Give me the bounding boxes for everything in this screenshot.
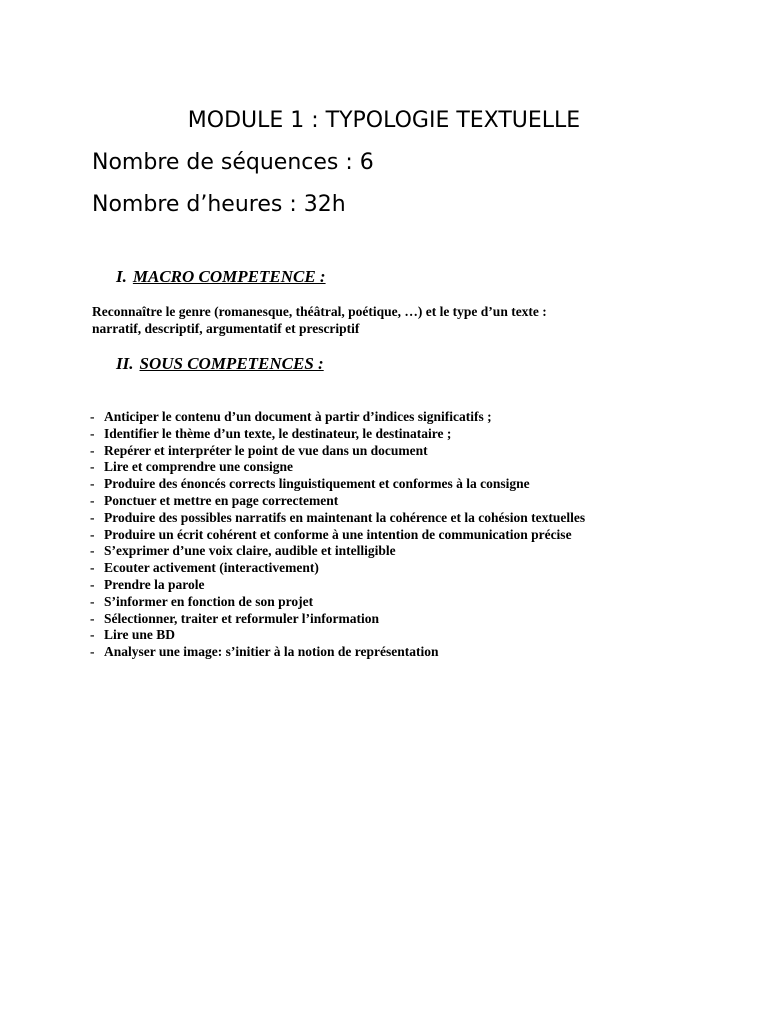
macro-competence-heading [116,266,326,288]
list-item [90,560,585,577]
bullet-dash: - [90,409,95,424]
list-item [90,510,585,527]
bullet-dash: - [90,459,95,475]
list-item [90,543,585,560]
list-item [90,459,585,476]
bullet-dash: - [90,610,95,626]
sequence-count: Nombre de séquences : 6 [92,150,374,175]
list-item-text: S’exprimer d’une voix claire, audible et intelligible [104,543,396,559]
bullet-dash: - [90,442,95,458]
bullet-dash: - [90,476,95,492]
paragraph-line: narratif, descriptif, argumentatif et prescriptif [92,321,360,336]
list-item [90,577,585,594]
bullet-dash: - [90,492,95,508]
list-item [90,627,585,644]
list-item-text: Prendre la parole [104,576,205,592]
list-item-text: Repérer et interpréter le point de vue dans un document [104,442,428,458]
macro-competence-text [92,303,692,337]
section-number: II. [116,354,134,373]
list-item [90,527,585,544]
list-item [90,611,585,628]
list-item [90,443,585,460]
list-item-text: Analyser une image: s’initier à la notion de représentation [104,644,439,660]
list-item-text: Lire et comprendre une consigne [104,459,293,475]
bullet-dash: - [90,576,95,592]
bullet-dash: - [90,593,95,609]
list-item-text: Identifier le thème d’un texte, le destinateur, le destinataire ; [104,425,452,441]
paragraph-line: Reconnaître le genre (romanesque, théâtral, poétique, …) et le type d’un texte : [92,304,547,319]
list-item [90,426,585,443]
section-number: I. [116,267,127,286]
list-item [90,594,585,611]
bullet-dash: - [90,526,95,542]
list-item [90,476,585,493]
list-item-text: Produire des énoncés corrects linguistiquement et conformes à la consigne [104,476,530,492]
module-title: MODULE 1 : TYPOLOGIE TEXTUELLE [187,108,581,133]
bullet-dash: - [90,627,95,643]
list-item [90,493,585,510]
list-item-text: Sélectionner, traiter et reformuler l’information [104,610,380,626]
list-item [90,409,585,426]
list-item-text: Ponctuer et mettre en page correctement [104,492,339,508]
bullet-dash: - [90,543,95,559]
bullet-dash: - [90,560,95,576]
list-item [90,644,585,661]
list-item-text: Produire des possibles narratifs en maintenant la cohérence et la cohésion textuelles [104,509,586,525]
bullet-dash: - [90,425,95,441]
bullet-dash: - [90,509,95,525]
bullet-dash: - [90,644,95,660]
list-item-text: Ecouter activement (interactivement) [104,560,319,576]
list-item-text: Produire un écrit cohérent et conforme à une intention de communication précise [104,526,572,542]
section-title: SOUS COMPETENCES : [139,354,324,373]
sous-competences-list [90,409,585,661]
sous-competences-heading [116,353,324,375]
list-item-text: Anticiper le contenu d’un document à partir d’indices significatifs ; [104,409,492,424]
list-item-text: Lire une BD [104,627,176,643]
hours-count: Nombre d’heures : 32h [92,192,346,217]
list-item-text: S’informer en fonction de son projet [104,593,314,609]
section-title: MACRO COMPETENCE : [132,267,326,286]
